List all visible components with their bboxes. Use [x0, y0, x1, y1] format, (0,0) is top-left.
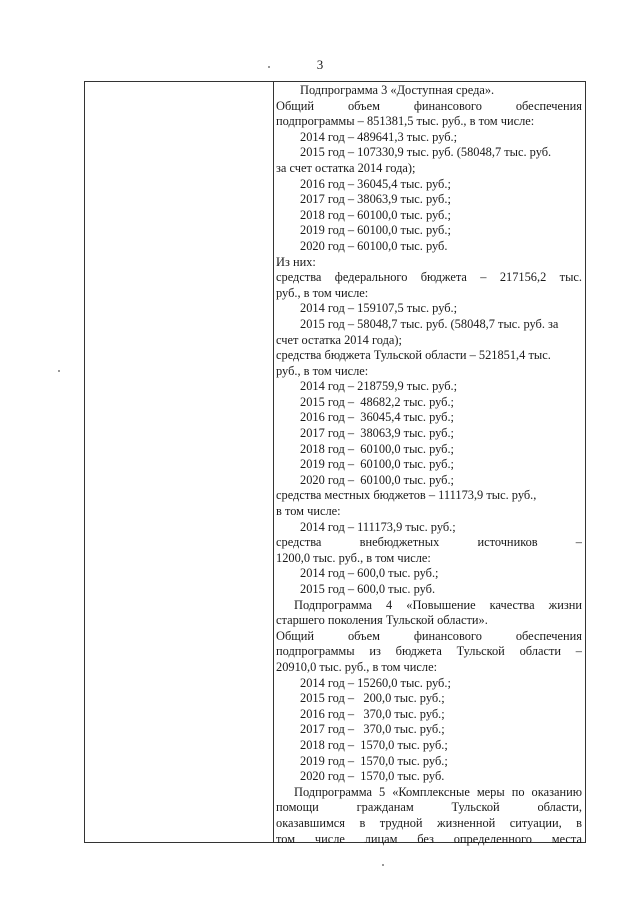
scan-speck — [58, 370, 60, 372]
line-27: средства местных бюджетов – 111173,9 тыс. руб., — [276, 488, 537, 503]
line-18: средства бюджета Тульской области – 521851,4 тыс. — [276, 348, 551, 363]
line-8: 2017 год – 38063,9 тыс. руб.; — [300, 192, 451, 207]
line-32: 2014 год – 600,0 тыс. руб.; — [300, 566, 439, 581]
line-9: 2018 год – 60100,0 тыс. руб.; — [300, 207, 451, 222]
line-49: том числе лицам без определенного места — [276, 831, 582, 846]
line-17: счет остатка 2014 года); — [276, 332, 402, 347]
line-47: помощи гражданам Тульской области, — [276, 800, 582, 815]
page-number: 3 — [316, 57, 324, 72]
line-39: 2014 год – 15260,0 тыс. руб.; — [300, 675, 451, 690]
scan-speck — [268, 66, 270, 68]
line-10: 2019 год – 60100,0 тыс. руб.; — [300, 223, 451, 238]
line-33: 2015 год – 600,0 тыс. руб. — [300, 582, 436, 596]
line-4: 2014 год – 489641,3 тыс. руб.; — [300, 129, 458, 144]
line-6: за счет остатка 2014 года); — [276, 160, 416, 175]
line-48: оказавшимся в трудной жизненной ситуации, в — [276, 815, 582, 830]
line-20: 2014 год – 218759,9 тыс. руб.; — [300, 379, 458, 394]
line-13: средства федерального бюджета – 217156,2 тыс. — [276, 270, 582, 285]
funding-cell — [273, 83, 582, 847]
line-22: 2016 год – 36045,4 тыс. руб.; — [300, 410, 454, 425]
line-5: 2015 год – 107330,9 тыс. руб. (58048,7 тыс. руб. — [300, 145, 552, 160]
line-31: 1200,0 тыс. руб., в том числе: — [276, 550, 431, 565]
line-19: руб., в том числе: — [276, 363, 369, 378]
line-35: старшего поколения Тульской области». — [276, 613, 488, 628]
line-16: 2015 год – 58048,7 тыс. руб. (58048,7 тыс. руб. за — [300, 316, 559, 331]
line-37: подпрограммы из бюджета Тульской области – — [276, 644, 582, 659]
line-26: 2020 год – 60100,0 тыс. руб.; — [300, 472, 454, 487]
line-45: 2020 год – 1570,0 тыс. руб. — [300, 769, 445, 784]
line-36: Общий объем финансового обеспечения — [276, 628, 582, 643]
line-46: Подпрограмма 5 «Комплексные меры по оказанию — [294, 784, 582, 799]
line-34: Подпрограмма 4 «Повышение качества жизни — [294, 597, 582, 612]
line-43: 2018 год – 1570,0 тыс. руб.; — [300, 737, 448, 752]
program-table — [84, 81, 586, 846]
scan-speck — [382, 864, 384, 866]
line-1: Подпрограмма 3 «Доступная среда». — [300, 83, 495, 97]
line-15: 2014 год – 159107,5 тыс. руб.; — [300, 301, 458, 316]
line-40: 2015 год – 200,0 тыс. руб.; — [300, 691, 445, 706]
line-38: 20910,0 тыс. руб., в том числе: — [276, 659, 438, 674]
line-11: 2020 год – 60100,0 тыс. руб. — [300, 238, 448, 253]
line-25: 2019 год – 60100,0 тыс. руб.; — [300, 457, 454, 472]
line-24: 2018 год – 60100,0 тыс. руб.; — [300, 441, 454, 456]
line-7: 2016 год – 36045,4 тыс. руб.; — [300, 176, 451, 191]
line-12: Из них: — [276, 254, 316, 269]
line-29: 2014 год – 111173,9 тыс. руб.; — [300, 519, 456, 534]
line-30: средства внебюджетных источников – — [276, 535, 582, 550]
line-28: в том числе: — [276, 504, 341, 519]
line-44: 2019 год – 1570,0 тыс. руб.; — [300, 753, 448, 768]
line-23: 2017 год – 38063,9 тыс. руб.; — [300, 426, 454, 441]
line-21: 2015 год – 48682,2 тыс. руб.; — [300, 394, 454, 409]
line-3: подпрограммы – 851381,5 тыс. руб., в том числе: — [276, 114, 535, 129]
line-2: Общий объем финансового обеспечения — [276, 98, 582, 113]
line-42: 2017 год – 370,0 тыс. руб.; — [300, 722, 445, 737]
line-41: 2016 год – 370,0 тыс. руб.; — [300, 706, 445, 721]
line-14: руб., в том числе: — [276, 285, 369, 300]
